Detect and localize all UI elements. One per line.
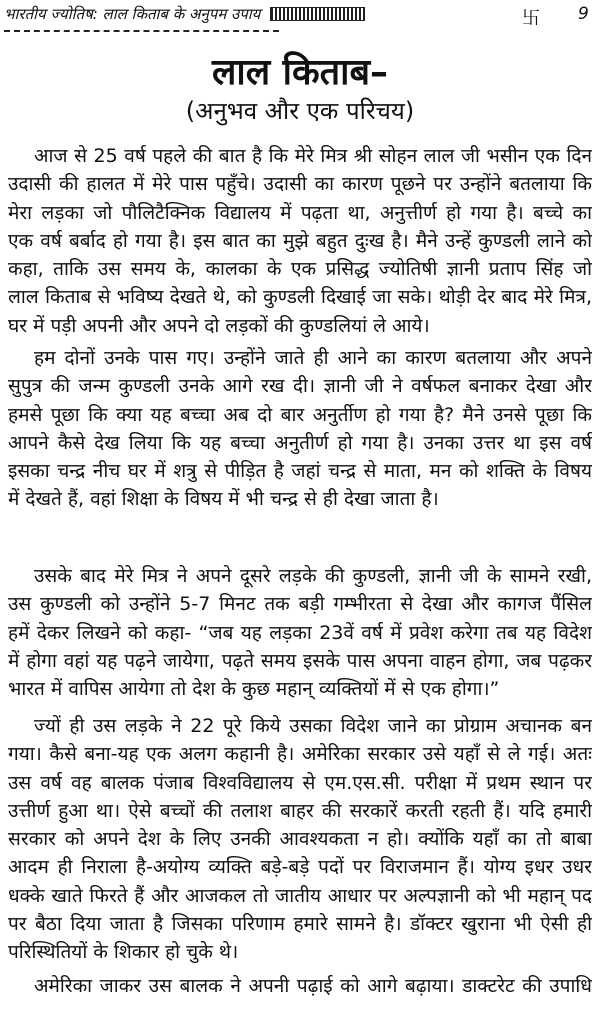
text-line: गया। कैसे बना-यह एक अलग कहानी है। अमेरिका सरकार उसे यहाँ से ले गई। अतः <box>8 743 592 766</box>
chapter-title: लाल किताब– <box>211 52 389 93</box>
page-number: 9 <box>578 4 589 24</box>
paragraph <box>8 562 592 703</box>
running-title: भारतीय ज्योतिष: लाल किताब के अनुपम उपाय <box>4 5 261 23</box>
text-line: आपने कैसे देख लिया कि यह बच्चा अनुतीर्ण हो गया है। उनका उत्तर था इस वर्ष <box>8 431 592 454</box>
text-line: उसके बाद मेरे मित्र ने अपने दूसरे लड़के की कुण्डली, ज्ञानी जी के सामने रखी, <box>34 565 592 587</box>
text-line: हम दोनों उनके पास गए। उन्होंने जाते ही आने का कारण बतलाया और अपने <box>34 347 592 369</box>
text-line: उस कुण्डली को उन्होंने 5-7 मिनट तक बड़ी गम्भीरता से देखा और कागज पैंसिल <box>8 593 592 616</box>
text-line: अमेरिका जाकर उस बालक ने अपनी पढ़ाई को आगे बढ़ाया। डाक्टरेट की उपाधि <box>34 975 592 997</box>
text-line: मेरा लड़का जो पौलिटैक्निक विद्यालय में पढ़ता था, अनुत्तीर्ण हो गया है। बच्चे का <box>8 201 592 224</box>
text-line: आदम ही निराला है-अयोग्य व्यक्ति बड़े-बड़े पदों पर विराजमान हैं। योग्य इधर उधर <box>8 856 592 879</box>
text-line: परिस्थितियों के शिकार हो चुके थे। <box>8 941 239 964</box>
text-line: भारत में वापिस आयेगा तो देश के कुछ महान् व्यक्तियों में से एक होगा।” <box>8 678 500 701</box>
text-line: आज से 25 वर्ष पहले की बात है कि मेरे मित्र श्री सोहन लाल जी भसीन एक दिन <box>34 145 592 167</box>
text-line: घर में पड़ी अपनी और अपने दो लड़कों की कुण्डलियां ले आये। <box>8 314 430 337</box>
text-line: उत्तीर्ण हुआ था। ऐसे बच्चों की तलाश बाहर की सरकारें करती रहती हैं। यदि हमारी <box>8 799 592 822</box>
text-line: धक्के खाते फिरते हैं और आजकल तो जातीय आधार पर अल्पज्ञानी को भी महान् पद <box>8 884 592 907</box>
text-line: उस वर्ष वह बालक पंजाब विश्वविद्यालय से एम.एस.सी. परीक्षा में प्रथम स्थान पर <box>8 771 592 794</box>
text-line: लाल किताब से भविष्य देखते थे, को कुण्डली दिखाई जा सके। थोड़ी देर बाद मेरे मित्र, <box>8 286 592 309</box>
text-line: एक वर्ष बर्बाद हो गया है। इस बात का मुझे बहुत दुःख है। मैने उन्हें कुण्डली लाने को <box>8 229 592 252</box>
paragraph <box>8 142 592 340</box>
text-line: सुपुत्र की जन्म कुण्डली उनके आगे रख दी। ज्ञानी जी ने वर्षफल बनाकर देखा और <box>8 375 592 398</box>
text-line: हमें देकर लिखने को कहा- “जब यह लड़का 23वें वर्ष में प्रवेश करेगा तब यह विदेश <box>8 621 592 644</box>
chapter-subtitle: (अनुभव और एक परिचय) <box>185 97 415 125</box>
text-line: कहा, ताकि उस समय के, कालका के एक प्रसिद्ध ज्योतिषी ज्ञानी प्रताप सिंह जो <box>8 258 592 281</box>
paragraph <box>8 344 592 514</box>
header-divider <box>4 30 279 32</box>
swastika-icon: 卐 <box>522 8 540 29</box>
text-line: उदासी की हालत में मेरे पास पहुँचे। उदासी का कारण पूछने पर उन्होंने बतलाया कि <box>8 173 592 196</box>
text-line: हमसे पूछा कि क्या यह बच्चा अब दो बार अनुर्तीण हो गया है? मैने उनसे पूछा कि <box>8 403 592 426</box>
text-line: ज्यों ही उस लड़के ने 22 पूरे किये उसका विदेश जाने का प्रोग्राम अचानक बन <box>34 715 592 737</box>
header-ornament <box>270 7 365 21</box>
text-line: में देखते हैं, वहां शिक्षा के विषय में भी चन्द्र से ही देखा जाता है। <box>8 488 439 511</box>
text-line: पर बैठा दिया जाता है जिसका परिणाम हमारे सामने है। डॉक्टर खुराना भी ऐसी ही <box>8 913 592 936</box>
paragraph <box>8 712 592 967</box>
text-line: सरकार को अपने देश के लिए उनकी आवश्यकता न हो। क्योंकि यहाँ का तो बाबा <box>8 828 592 851</box>
text-line: में होगा वहां यह पढ़ने जायेगा, पढ़ते समय इसके पास अपना वाहन होगा, जब पढ़कर <box>8 649 592 672</box>
paragraph <box>8 972 592 1000</box>
running-header-row <box>4 4 509 24</box>
text-line: इसका चन्द्र नीच घर में शत्रु से पीड़ित है जहां चन्द्र से माता, मन को शक्ति के विषय <box>8 460 592 483</box>
